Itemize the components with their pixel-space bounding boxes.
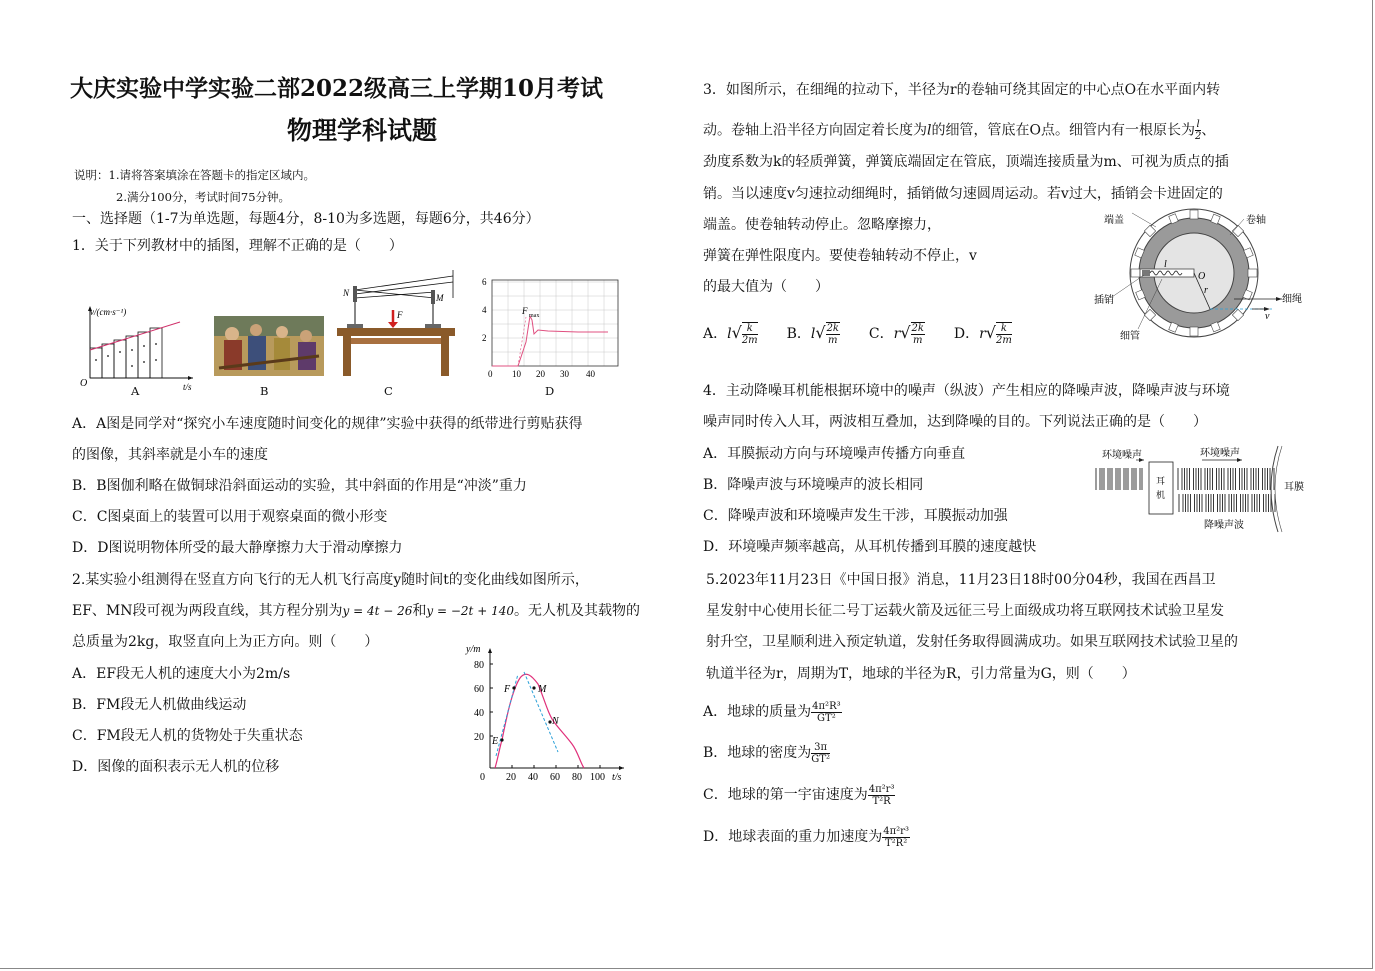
q1-option-c: C．C图桌面上的装置可以用于观察桌面的微小形变 bbox=[72, 509, 388, 525]
q1d-xtick: 30 bbox=[560, 369, 569, 379]
q4fig-env-noise-2: 环境噪声 bbox=[1200, 448, 1240, 459]
q4-option-d: D．环境噪声频率越高，从耳机传播到耳膜的速度越快 bbox=[703, 539, 1037, 555]
q1-label-c: C bbox=[384, 384, 393, 398]
q3fig-o: O bbox=[1198, 271, 1206, 282]
q2fig-xtick: 20 bbox=[506, 772, 516, 783]
q1-figure-d-graph bbox=[478, 272, 628, 384]
section-heading: 一、选择题（1-7为单选题，每题4分，8-10为多选题，每题6分，共46分） bbox=[72, 211, 540, 227]
q2fig-ytick: 80 bbox=[474, 660, 484, 671]
q1d-fmax-sub: max bbox=[529, 313, 540, 319]
q5-option-c bbox=[703, 780, 895, 810]
q3-line7: 的最大值为（ ） bbox=[703, 279, 829, 295]
q2-stem-2c: 。无人机及其载物的 bbox=[513, 603, 640, 619]
q5-option-a bbox=[703, 697, 842, 727]
q3-option-b-frac bbox=[826, 322, 840, 346]
q3-option-d-coef: r bbox=[979, 326, 986, 342]
q2fig-point-n: N bbox=[552, 716, 559, 727]
q1d-xtick: 10 bbox=[512, 369, 521, 379]
q1d-ytick: 6 bbox=[482, 277, 487, 287]
q1d-ytick: 2 bbox=[482, 333, 487, 343]
q1a-ylabel: v/(cm·s⁻¹) bbox=[90, 307, 127, 317]
frac-den: m bbox=[828, 335, 838, 346]
q3-option-c-coef: r bbox=[893, 326, 901, 342]
q2fig-ytick: 60 bbox=[474, 684, 484, 695]
q5-line3: 射升空，卫星顺利进入预定轨道，发射任务取得圆满成功。如果互联网技术试验卫星的 bbox=[706, 634, 1238, 650]
frac-num: k bbox=[996, 323, 1012, 335]
q4fig-earphone-1: 耳 bbox=[1156, 476, 1166, 486]
subject-title: 物理学科试题 bbox=[287, 116, 438, 145]
q1d-fmax: F bbox=[522, 306, 528, 316]
q2-stem-2a: EF、MN段可视为两段直线，其方程分别为 bbox=[72, 603, 343, 619]
q2fig-xtick: 80 bbox=[572, 772, 582, 783]
note-1: 说明：1.请将答案填涂在答题卡的指定区域内。 bbox=[74, 168, 315, 182]
q5-line4: 轨道半径为r，周期为T，地球的半径为R，引力常量为G，则（ ） bbox=[706, 666, 1136, 682]
q1-label-d: D bbox=[545, 384, 555, 398]
q5-option-d bbox=[703, 822, 910, 852]
q2fig-xtick: 40 bbox=[528, 772, 538, 783]
frac-num: 2k bbox=[826, 323, 839, 334]
q3-line4: 销。当以速度v匀速拉动细绳时，插销做匀速圆周运动。若v过大，插销会卡进固定的 bbox=[703, 186, 1223, 202]
q3fig-duangai: 端盖 bbox=[1104, 215, 1124, 226]
frac-num: 4π²r³ bbox=[868, 783, 895, 795]
frac-den: GT² bbox=[811, 753, 830, 765]
q2fig-point-f: F bbox=[504, 684, 511, 695]
exam-title: 大庆实验中学实验二部2022级高三上学期10月考试 bbox=[70, 75, 604, 102]
q1a-xlabel: t/s bbox=[183, 382, 192, 392]
frac-den: GT² bbox=[817, 712, 836, 724]
q3-line2 bbox=[703, 119, 1215, 142]
note-2: 2.满分100分，考试时间75分钟。 bbox=[116, 190, 291, 204]
q3-line3: 劲度系数为k的轻质弹簧，弹簧底端固定在管底，顶端连接质量为m、可视为质点的插 bbox=[703, 154, 1229, 170]
q3-option-a-coef: l bbox=[727, 326, 732, 342]
q1-figure-c bbox=[335, 268, 460, 380]
q5-option-a-frac bbox=[811, 701, 841, 724]
q3-line2a: 动。卷轴上沿半径方向固定着长度为 bbox=[703, 122, 927, 139]
q3-option-d-label: D． bbox=[953, 326, 980, 342]
q2-option-d: D．图像的面积表示无人机的位移 bbox=[72, 759, 280, 775]
q1-stem: 1．关于下列教材中的插图，理解不正确的是（ ） bbox=[72, 238, 403, 254]
q5-option-b-frac bbox=[811, 742, 830, 765]
q3fig-r: r bbox=[1204, 285, 1208, 296]
frac-den: m bbox=[912, 335, 923, 346]
q3fig-xiguan: 细管 bbox=[1120, 331, 1140, 342]
q4-option-a: A．耳膜振动方向与环境噪声传播方向垂直 bbox=[703, 446, 966, 462]
q3fig-xisheng: 细绳 bbox=[1282, 294, 1302, 305]
frac-num: k bbox=[742, 323, 758, 335]
q3-option-c-label: C． bbox=[868, 326, 894, 342]
frac-den: 2m bbox=[741, 335, 758, 346]
q4-line1: 4．主动降噪耳机能根据环境中的噪声（纵波）产生相应的降噪声波，降噪声波与环境 bbox=[703, 383, 1230, 399]
q2-stem-2b: 和 bbox=[412, 603, 427, 619]
q3-options: A．l√ $\frac{k}{2m}$ B．l√ $\frac{2k}{m}$ C．r√ $\frac{2k}{m}$ D．r√ $\frac{k}{2m}$ bbox=[703, 323, 1012, 346]
q2fig-ytick: 40 bbox=[474, 708, 484, 719]
q2fig-xtick: 60 bbox=[550, 772, 560, 783]
q2fig-point-e: E bbox=[492, 736, 499, 747]
q4fig-eardrum: 耳膜 bbox=[1284, 482, 1304, 493]
q3-option-a-label: A． bbox=[703, 326, 728, 342]
q3fig-juanzhou: 卷轴 bbox=[1246, 215, 1266, 226]
q2-figure-graph bbox=[462, 640, 632, 785]
q1-figure-b-painting bbox=[214, 316, 324, 376]
q5-option-c-frac bbox=[868, 784, 896, 807]
q3-option-a-frac bbox=[742, 322, 758, 346]
q3-figure-spool bbox=[1092, 205, 1312, 345]
q3-option-b-label: B． bbox=[786, 326, 811, 342]
q2fig-xtick: 100 bbox=[590, 772, 605, 783]
q3-line1: 3．如图所示，在细绳的拉动下，半径为r的卷轴可绕其固定的中心点O在水平面内转 bbox=[703, 82, 1221, 98]
q4-option-c: C．降噪声波和环境噪声发生干涉，耳膜振动加强 bbox=[703, 508, 1008, 524]
q4-figure-noise bbox=[1092, 444, 1314, 536]
frac-den: T²R bbox=[872, 795, 891, 807]
frac-num: 4π²r³ bbox=[883, 825, 909, 837]
q3-option-c-frac bbox=[911, 322, 925, 346]
q5-option-b bbox=[703, 738, 830, 768]
q1d-ytick: 4 bbox=[482, 305, 487, 315]
q3-var-l: l bbox=[927, 122, 932, 139]
q1-label-a: A bbox=[131, 384, 140, 398]
q2fig-ytick: 20 bbox=[474, 732, 484, 743]
q3-line5: 端盖。使卷轴转动停止。忽略摩擦力， bbox=[703, 217, 941, 233]
q1-label-b: B bbox=[260, 384, 269, 398]
q1c-n: N bbox=[343, 288, 350, 298]
q3-option-d-frac bbox=[996, 322, 1012, 346]
q4-line2: 噪声同时传入人耳，两波相互叠加，达到降噪的目的。下列说法正确的是（ ） bbox=[703, 414, 1207, 430]
q3-line6: 弹簧在弹性限度内。要使卷轴转动不停止，v bbox=[703, 248, 977, 264]
q2-stem-line3: 总质量为2kg，取竖直向上为正方向。则（ ） bbox=[72, 634, 379, 650]
frac-den: 2 bbox=[1194, 131, 1202, 142]
q2-eq1: y = 4t − 26 bbox=[342, 604, 413, 618]
q1a-origin: O bbox=[80, 378, 88, 389]
q2fig-ylabel: y/m bbox=[466, 644, 481, 655]
q1-option-a-line2: 的图像，其斜率就是小车的速度 bbox=[72, 447, 268, 463]
q3fig-v: v bbox=[1265, 311, 1270, 322]
q2-stem-line1: 2.某实验小组测得在竖直方向飞行的无人机飞行高度y随时间t的变化曲线如图所示， bbox=[72, 572, 589, 588]
q3fig-l: l bbox=[1164, 259, 1167, 270]
q3fig-chaxiao: 插销 bbox=[1094, 295, 1114, 306]
q4fig-anti-noise: 降噪声波 bbox=[1204, 520, 1244, 531]
q2-option-a: A．EF段无人机的速度大小为2m/s bbox=[72, 666, 291, 682]
q5-option-c-text: C．地球的第一宇宙速度为 bbox=[703, 787, 868, 803]
q1d-xtick: 40 bbox=[586, 369, 595, 379]
q1-option-b: B．B图伽利略在做铜球沿斜面运动的实验，其中斜面的作用是“冲淡”重力 bbox=[72, 478, 527, 494]
q1d-xtick: 20 bbox=[536, 369, 545, 379]
q1c-m: M bbox=[436, 293, 444, 303]
q4-option-b: B．降噪声波与环境噪声的波长相同 bbox=[703, 477, 924, 493]
q2fig-xtick: 0 bbox=[480, 772, 485, 783]
frac-num: 2k bbox=[911, 323, 924, 334]
frac-den: 2m bbox=[995, 335, 1012, 346]
q5-line2: 星发射中心使用长征二号丁运载火箭及远征三号上面级成功将互联网技术试验卫星发 bbox=[706, 603, 1224, 619]
q2-eq2: y = −2t + 140 bbox=[426, 604, 514, 618]
q2-option-c: C．FM段无人机的货物处于失重状态 bbox=[72, 728, 303, 744]
frac-num: 4π²R³ bbox=[812, 700, 841, 712]
q1d-xtick: 0 bbox=[488, 369, 493, 379]
q1c-f: F bbox=[397, 310, 403, 320]
q4fig-earphone-2: 机 bbox=[1156, 490, 1166, 500]
q3-line2b: 的细管，管底在O点。细管内有一根原长为 bbox=[931, 122, 1195, 139]
q1-option-d: D．D图说明物体所受的最大静摩擦力大于滑动摩擦力 bbox=[72, 540, 403, 556]
q2fig-xlabel: t/s bbox=[612, 772, 622, 783]
q1-option-a-line1: A．A图是同学对“探究小车速度随时间变化的规律”实验中获得的纸带进行剪贴获得 bbox=[72, 416, 583, 432]
q5-line1: 5.2023年11月23日《中国日报》消息，11月23日18时00分04秒，我国在西昌卫 bbox=[706, 572, 1216, 588]
q2-option-b: B．FM段无人机做曲线运动 bbox=[72, 697, 247, 713]
q2fig-point-m: M bbox=[538, 684, 547, 695]
q5-option-d-frac bbox=[882, 826, 910, 849]
q2-stem-line2 bbox=[72, 602, 640, 620]
frac-num: l bbox=[1196, 119, 1200, 130]
q5-option-d-text: D．地球表面的重力加速度为 bbox=[703, 829, 883, 845]
q3-line2c: 、 bbox=[1201, 122, 1216, 139]
frac-den: T²R² bbox=[884, 837, 908, 849]
q4fig-env-noise-1: 环境噪声 bbox=[1102, 450, 1142, 461]
frac-num: 3π bbox=[811, 742, 830, 754]
q5-option-b-text: B．地球的密度为 bbox=[703, 745, 812, 761]
q3-option-b-coef: l bbox=[810, 326, 816, 342]
q1-figure-a bbox=[78, 300, 198, 395]
q5-option-a-text: A．地球的质量为 bbox=[703, 704, 812, 720]
